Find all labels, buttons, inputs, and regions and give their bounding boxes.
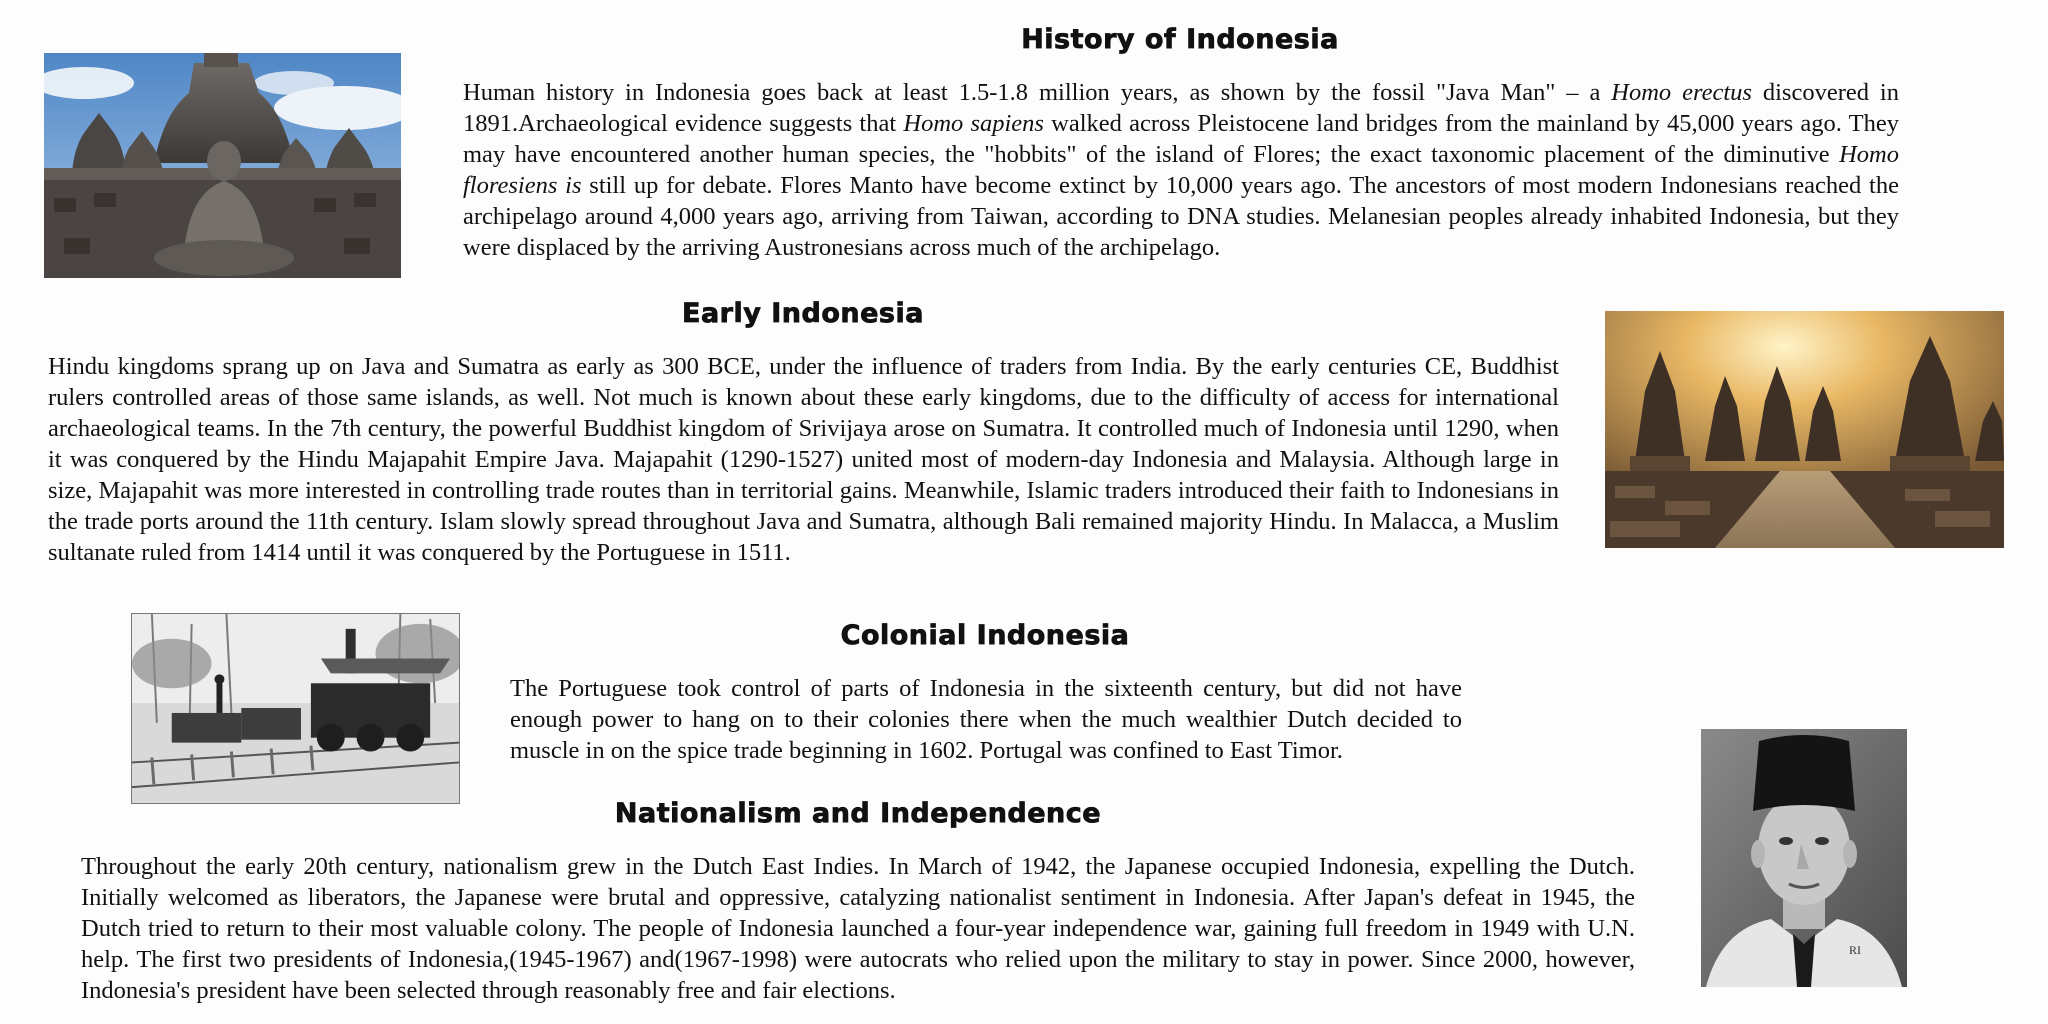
prambanan-photo [1605,311,2004,548]
nationalism-paragraph: Throughout the early 20th century, nationalism grew in the Dutch East Indies. In March of 1942, the Japanese occupied Indonesia, expelling the Dutch. Initially welcomed as liberators, the Japanese were brutal and oppressive, catalyzing nationalist sentiment in Indonesia. After Japan's defeat in 1945, the Dutch tried to return to their most valuable colony. The people of Indonesia launched a four-year independence war, gaining full freedom in 1949 with U.N. help. The first two presidents of Indonesia,(1945-1967) and(1967-1998) were autocrats who relied upon the military to stay in power. Since 2000, however, Indonesia's president have been selected through reasonably free and fair elections. [81,853,1635,1004]
history-text-4: still up for debate. Flores Manto have become extinct by 10,000 years ago. The ancestors of most modern Indonesians reached the archipelago around 4,000 years ago, arriving from Taiwan, according to DNA studies. Melanesian peoples already inhabited Indonesia, but they were displaced by the arriving Austronesians across much of the archipelago. [463,172,1899,261]
history-heading: History of Indonesia [1021,24,1339,55]
colonial-heading: Colonial Indonesia [840,620,1130,651]
early-heading: Early Indonesia [682,298,924,329]
history-text-2: discovered in 1891.Archaeological evidence suggests that [463,79,1899,137]
history-italic-1: Homo erectus [1611,79,1752,106]
portrait-photo [1701,729,1907,987]
early-paragraph: Hindu kingdoms sprang up on Java and Sumatra as early as 300 BCE, under the influence of traders from India. By the early centuries CE, Buddhist rulers controlled areas of those same islands, as well. Not much is known about these early kingdoms, due to the difficulty of access for international archaeological teams. In the 7th century, the powerful Buddhist kingdom of Srivijaya arose on Sumatra. It controlled much of Indonesia until 1290, when it was conquered by the Hindu Majapahit Empire Java. Majapahit (1290-1527) united most of modern-day Indonesia and Malaysia. Although large in size, Majapahit was more interested in controlling trade routes than in territorial gains. Meanwhile, Islamic traders introduced their faith to Indonesians in the trade ports around the 11th century. Islam slowly spread throughout Java and Sumatra, although Bali remained majority Hindu. In Malacca, a Muslim sultanate ruled from 1414 until it was conquered by the Portuguese in 1511. [48,353,1559,566]
history-italic-2: Homo sapiens [903,110,1044,137]
history-italic-3: Homo floresiens is [463,141,1899,199]
history-text-3: walked across Pleistocene land bridges from the mainland by 45,000 years ago. They may have encountered another human species, the "hobbits" of the island of Flores; the exact taxonomic placement of the diminutive [463,110,1899,168]
history-text-1: Human history in Indonesia goes back at least 1.5-1.8 million years, as shown by the fossil "Java Man" – a [463,79,1612,106]
colonial-railway-photo [131,613,460,804]
portrait-badge: RI [1849,943,1861,957]
history-paragraph [463,77,1899,263]
nationalism-heading: Nationalism and Independence [614,798,1102,829]
colonial-paragraph: The Portuguese took control of parts of Indonesia in the sixteenth century, but did not have enough power to hang on to their colonies there when the much wealthier Dutch decided to muscle in on the spice trade beginning in 1602. Portugal was confined to East Timor. [510,675,1462,764]
borobudur-photo [44,53,401,278]
